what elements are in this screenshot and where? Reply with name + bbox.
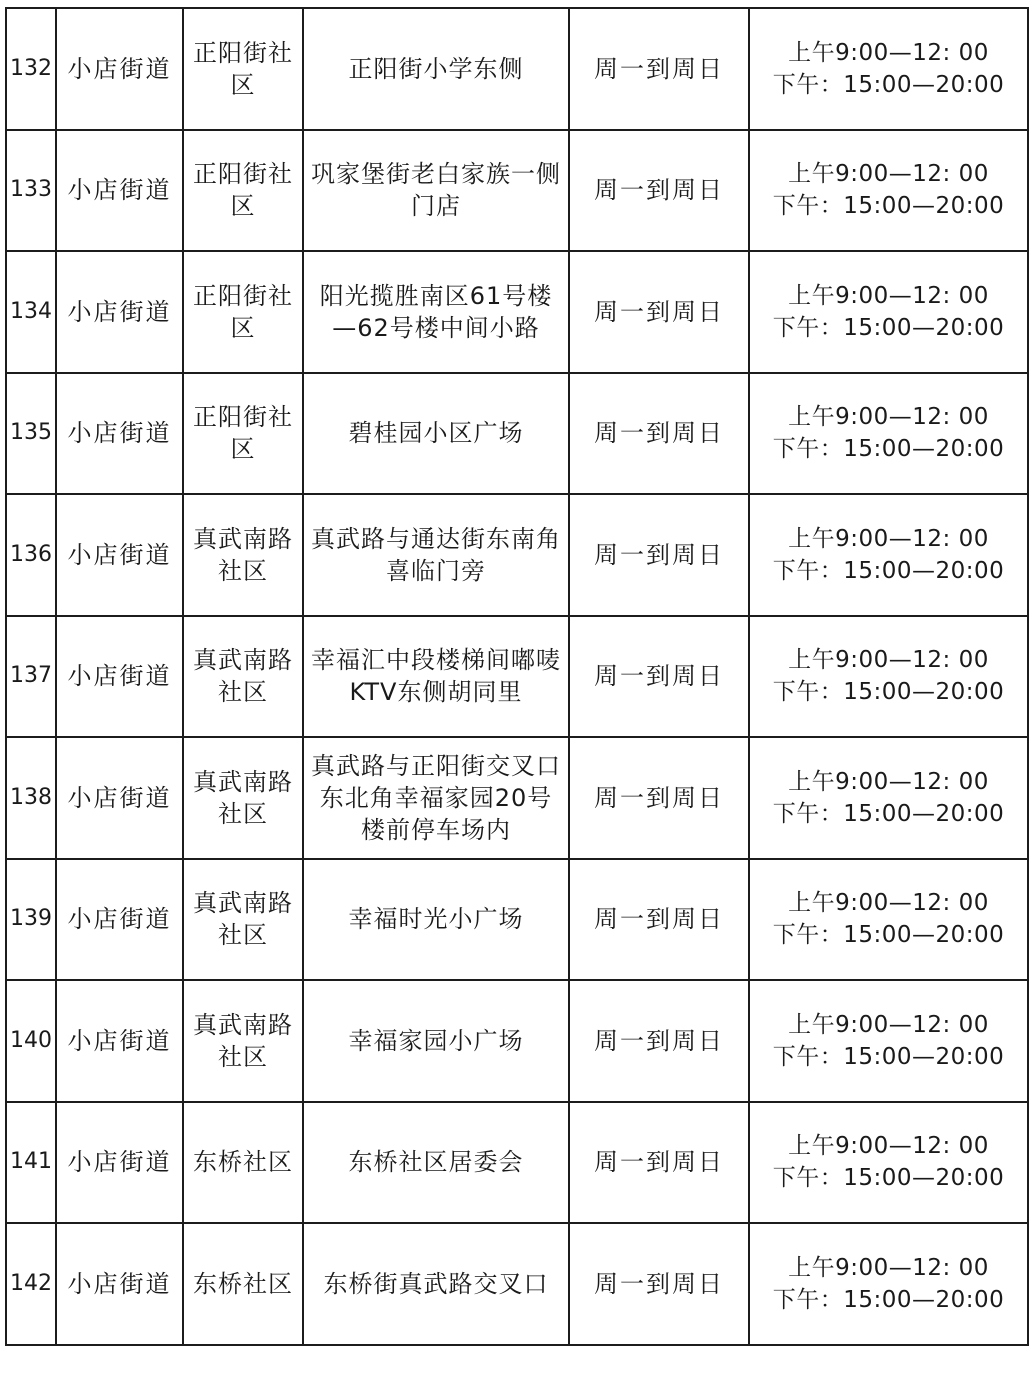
location-cell: 正阳街小学东侧 bbox=[303, 8, 569, 130]
community-cell: 正阳街社区 bbox=[183, 8, 303, 130]
sampling-sites-table-sheet bbox=[5, 7, 1027, 1346]
table-row bbox=[6, 494, 1028, 616]
location-cell: 幸福时光小广场 bbox=[303, 859, 569, 981]
row-number-cell: 135 bbox=[6, 373, 56, 495]
service-hours-cell bbox=[749, 251, 1028, 373]
service-hours-cell bbox=[749, 980, 1028, 1102]
street-cell: 小店街道 bbox=[56, 373, 183, 495]
table-row bbox=[6, 980, 1028, 1102]
row-number-cell: 138 bbox=[6, 737, 56, 859]
service-days-cell: 周一到周日 bbox=[569, 1223, 749, 1345]
street-cell: 小店街道 bbox=[56, 980, 183, 1102]
table-row bbox=[6, 373, 1028, 495]
row-number-cell: 139 bbox=[6, 859, 56, 981]
morning-hours: 上午9:00—12: 00 bbox=[788, 1254, 989, 1281]
afternoon-hours: 下午：15:00—20:00 bbox=[772, 436, 1005, 463]
morning-hours: 上午9:00—12: 00 bbox=[788, 1133, 989, 1160]
community-cell: 正阳街社区 bbox=[183, 130, 303, 252]
morning-hours: 上午9:00—12: 00 bbox=[788, 890, 989, 917]
community-cell: 真武南路社区 bbox=[183, 980, 303, 1102]
location-cell: 东桥街真武路交叉口 bbox=[303, 1223, 569, 1345]
service-hours-cell bbox=[749, 130, 1028, 252]
community-cell: 真武南路社区 bbox=[183, 859, 303, 981]
service-hours-cell bbox=[749, 494, 1028, 616]
location-cell: 幸福汇中段楼梯间嘟唛KTV东侧胡同里 bbox=[303, 616, 569, 738]
location-cell: 真武路与正阳街交叉口东北角幸福家园20号楼前停车场内 bbox=[303, 737, 569, 859]
table-row bbox=[6, 859, 1028, 981]
row-number-cell: 132 bbox=[6, 8, 56, 130]
service-days-cell: 周一到周日 bbox=[569, 737, 749, 859]
table-row bbox=[6, 737, 1028, 859]
service-hours-cell bbox=[749, 8, 1028, 130]
row-number-cell: 140 bbox=[6, 980, 56, 1102]
morning-hours: 上午9:00—12: 00 bbox=[788, 1011, 989, 1038]
table-row bbox=[6, 1223, 1028, 1345]
service-days-cell: 周一到周日 bbox=[569, 251, 749, 373]
location-cell: 真武路与通达街东南角喜临门旁 bbox=[303, 494, 569, 616]
service-hours-cell bbox=[749, 616, 1028, 738]
afternoon-hours: 下午：15:00—20:00 bbox=[772, 193, 1005, 220]
table-row bbox=[6, 130, 1028, 252]
row-number-cell: 134 bbox=[6, 251, 56, 373]
service-days-cell: 周一到周日 bbox=[569, 1102, 749, 1224]
service-hours-cell bbox=[749, 1102, 1028, 1224]
service-days-cell: 周一到周日 bbox=[569, 980, 749, 1102]
community-cell: 东桥社区 bbox=[183, 1102, 303, 1224]
table-row bbox=[6, 8, 1028, 130]
street-cell: 小店街道 bbox=[56, 1102, 183, 1224]
table-body bbox=[6, 8, 1028, 1345]
service-hours-cell bbox=[749, 373, 1028, 495]
street-cell: 小店街道 bbox=[56, 1223, 183, 1345]
location-cell: 碧桂园小区广场 bbox=[303, 373, 569, 495]
street-cell: 小店街道 bbox=[56, 251, 183, 373]
service-days-cell: 周一到周日 bbox=[569, 8, 749, 130]
community-cell: 正阳街社区 bbox=[183, 251, 303, 373]
service-hours-cell bbox=[749, 859, 1028, 981]
community-cell: 东桥社区 bbox=[183, 1223, 303, 1345]
row-number-cell: 136 bbox=[6, 494, 56, 616]
afternoon-hours: 下午：15:00—20:00 bbox=[772, 1286, 1005, 1313]
service-days-cell: 周一到周日 bbox=[569, 373, 749, 495]
row-number-cell: 133 bbox=[6, 130, 56, 252]
street-cell: 小店街道 bbox=[56, 8, 183, 130]
row-number-cell: 141 bbox=[6, 1102, 56, 1224]
location-cell: 阳光揽胜南区61号楼—62号楼中间小路 bbox=[303, 251, 569, 373]
morning-hours: 上午9:00—12: 00 bbox=[788, 161, 989, 188]
afternoon-hours: 下午：15:00—20:00 bbox=[772, 557, 1005, 584]
street-cell: 小店街道 bbox=[56, 616, 183, 738]
row-number-cell: 142 bbox=[6, 1223, 56, 1345]
afternoon-hours: 下午：15:00—20:00 bbox=[772, 314, 1005, 341]
row-number-cell: 137 bbox=[6, 616, 56, 738]
street-cell: 小店街道 bbox=[56, 737, 183, 859]
street-cell: 小店街道 bbox=[56, 130, 183, 252]
service-days-cell: 周一到周日 bbox=[569, 494, 749, 616]
community-cell: 真武南路社区 bbox=[183, 737, 303, 859]
service-hours-cell bbox=[749, 737, 1028, 859]
community-cell: 真武南路社区 bbox=[183, 494, 303, 616]
morning-hours: 上午9:00—12: 00 bbox=[788, 282, 989, 309]
table-row bbox=[6, 1102, 1028, 1224]
morning-hours: 上午9:00—12: 00 bbox=[788, 39, 989, 66]
location-cell: 巩家堡街老白家族一侧门店 bbox=[303, 130, 569, 252]
service-hours-cell bbox=[749, 1223, 1028, 1345]
service-days-cell: 周一到周日 bbox=[569, 616, 749, 738]
morning-hours: 上午9:00—12: 00 bbox=[788, 768, 989, 795]
afternoon-hours: 下午：15:00—20:00 bbox=[772, 679, 1005, 706]
afternoon-hours: 下午：15:00—20:00 bbox=[772, 1165, 1005, 1192]
community-cell: 真武南路社区 bbox=[183, 616, 303, 738]
street-cell: 小店街道 bbox=[56, 859, 183, 981]
community-cell: 正阳街社区 bbox=[183, 373, 303, 495]
morning-hours: 上午9:00—12: 00 bbox=[788, 404, 989, 431]
sampling-sites-table bbox=[5, 7, 1029, 1346]
service-days-cell: 周一到周日 bbox=[569, 130, 749, 252]
location-cell: 幸福家园小广场 bbox=[303, 980, 569, 1102]
street-cell: 小店街道 bbox=[56, 494, 183, 616]
service-days-cell: 周一到周日 bbox=[569, 859, 749, 981]
afternoon-hours: 下午：15:00—20:00 bbox=[772, 800, 1005, 827]
table-row bbox=[6, 251, 1028, 373]
afternoon-hours: 下午：15:00—20:00 bbox=[772, 71, 1005, 98]
morning-hours: 上午9:00—12: 00 bbox=[788, 525, 989, 552]
table-row bbox=[6, 616, 1028, 738]
afternoon-hours: 下午：15:00—20:00 bbox=[772, 922, 1005, 949]
location-cell: 东桥社区居委会 bbox=[303, 1102, 569, 1224]
morning-hours: 上午9:00—12: 00 bbox=[788, 647, 989, 674]
afternoon-hours: 下午：15:00—20:00 bbox=[772, 1043, 1005, 1070]
